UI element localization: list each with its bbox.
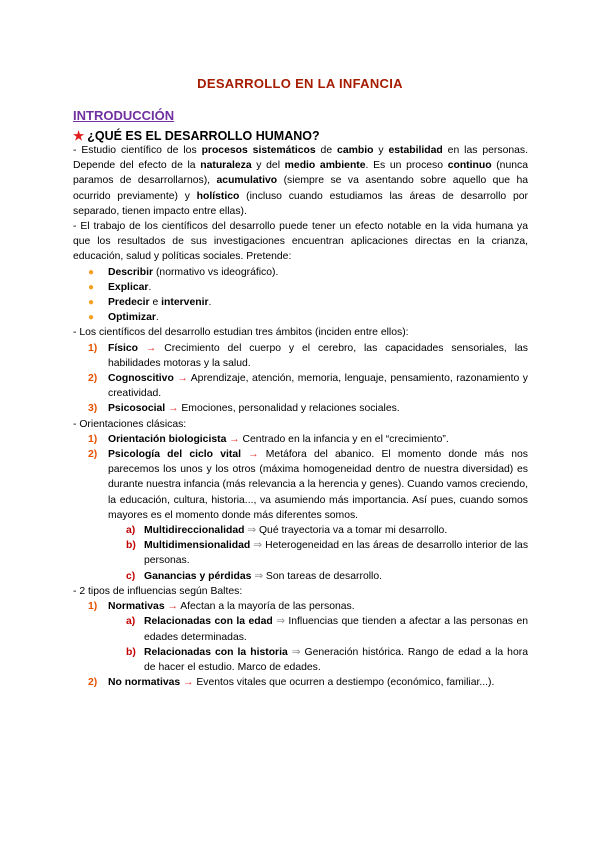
implies-icon: ⇒ [276, 616, 285, 628]
list-item: 3) Psicosocial → Emociones, personalidad y relaciones sociales. [88, 403, 400, 415]
list-item: c) Ganancias y pérdidas ⇒ Son tareas de desarrollo. [126, 570, 383, 582]
bullet-icon: ● [88, 266, 95, 278]
body-text [73, 143, 528, 690]
arrow-right-icon: → [168, 403, 179, 415]
paragraph-domains: - Los científicos del desarrollo estudian tres ámbitos (inciden entre ellos): [73, 327, 409, 339]
arrow-right-icon: → [183, 677, 194, 689]
goals-list [73, 265, 528, 326]
arrow-right-icon: → [167, 601, 178, 613]
list-item: 2) Cognoscitivo → Aprendizaje, atención, memoria, lenguaje, pensamiento, razonamiento y creatividad. [88, 373, 528, 400]
paragraph-orientations: - Orientaciones clásicas: [73, 418, 187, 430]
implies-icon: ⇒ [247, 525, 257, 537]
implies-icon: ⇒ [291, 646, 301, 658]
arrow-right-icon: → [177, 373, 188, 385]
cycle-sublist [108, 523, 528, 584]
paragraph-work: - El trabajo de los científicos del desarrollo puede tener un efecto notable en la vida humana ya que los resultados de sus investigaciones encuentran aplicaciones directas en la crianza, educación, salud y políticas sociales. Pretende: [73, 221, 528, 263]
bullet-icon: ● [88, 281, 95, 293]
influences-list [73, 599, 528, 690]
list-item: b) Relacionadas con la historia ⇒ Generación histórica. Rango de edad a la hora de hacer el estudio. Marco de edades. [126, 646, 528, 673]
bullet-icon: ● [88, 312, 95, 324]
list-item: ● Predecir e intervenir. [88, 295, 528, 310]
list-item: a) Multidireccionalidad ⇒ Qué trayectoria va a tomar mi desarrollo. [126, 525, 448, 537]
list-item: a) Relacionadas con la edad ⇒ Influencias que tienden a afectar a las personas en edades determinadas. [126, 616, 528, 643]
list-item: ● Optimizar. [88, 310, 528, 325]
arrow-right-icon: → [145, 342, 157, 354]
list-item: 2) Psicología del ciclo vital → Metáfora del abanico. El momento donde más nos parecemos los unos y los otros (máxima homogeneidad dentro de nuestra diversidad) es durante nuestra infancia (más relevancia a la herencia y genes). Cuando vamos creciendo, la educación, cultura, historia..., va asumiendo más importancia. Así pues, cuando somos mayores es el momento donde más diferentes somos. a) Multidireccionalidad ⇒ Qué trayectoria va a tomar mi desarrollo. b) Multidimensionalidad ⇒ Heterogeneidad en las áreas de desarrollo interior de las personas. c) Ganancias y pérdidas ⇒ Son tareas de desarrollo. [88, 447, 528, 584]
section-heading: INTRODUCCIÓN [73, 108, 175, 123]
document-title: DESARROLLO EN LA INFANCIA [197, 76, 403, 91]
paragraph-influences: - 2 tipos de influencias según Baltes: [73, 585, 243, 597]
implies-icon: ⇒ [254, 570, 264, 582]
normative-sublist [108, 614, 528, 675]
question-heading [73, 128, 320, 143]
list-item: 1) Orientación biologicista → Centrado en la infancia y en el “crecimiento”. [88, 433, 449, 445]
domains-list [73, 341, 528, 417]
list-item: b) Multidimensionalidad ⇒ Heterogeneidad en las áreas de desarrollo interior de las personas. [126, 540, 529, 567]
list-item: 2) No normativas → Eventos vitales que ocurren a destiempo (económico, familiar...). [88, 677, 495, 689]
star-icon: ★ [73, 129, 85, 143]
list-item: ● Describir (normativo vs ideográfico). [88, 265, 528, 280]
list-item: ● Explicar. [88, 280, 528, 295]
arrow-right-icon: → [229, 433, 240, 445]
question-text: ¿QUÉ ES EL DESARROLLO HUMANO? [87, 129, 320, 143]
implies-icon: ⇒ [253, 540, 263, 552]
orientations-list [73, 432, 528, 584]
paragraph-definition: - Estudio científico de los procesos sistemáticos de cambio y estabilidad en las personas. Depende del efecto de la naturaleza y del medio ambiente. Es un proceso continuo (nunca paramos de desarrollarnos), acumulativo (siempre se va asentando sobre aquello que ha ocurrido previamente) y holístico (incluso cuando estudiamos las áreas de desarrollo por separado, tienen impacto entre ellas). [73, 145, 528, 217]
arrow-right-icon: → [248, 449, 259, 461]
bullet-icon: ● [88, 297, 95, 309]
list-item: 1) Físico → Crecimiento del cuerpo y el cerebro, las capacidades sensoriales, las habilidades motoras y la salud. [88, 342, 528, 369]
list-item: 1) Normativas → Afectan a la mayoría de las personas. a) Relacionadas con la edad ⇒ Influencias que tienden a afectar a las personas en edades determinadas. b) Relacionadas con la historia ⇒ Generación histórica. Rango de edad a la hora de hacer el estudio. Marco de edades. [88, 599, 528, 675]
